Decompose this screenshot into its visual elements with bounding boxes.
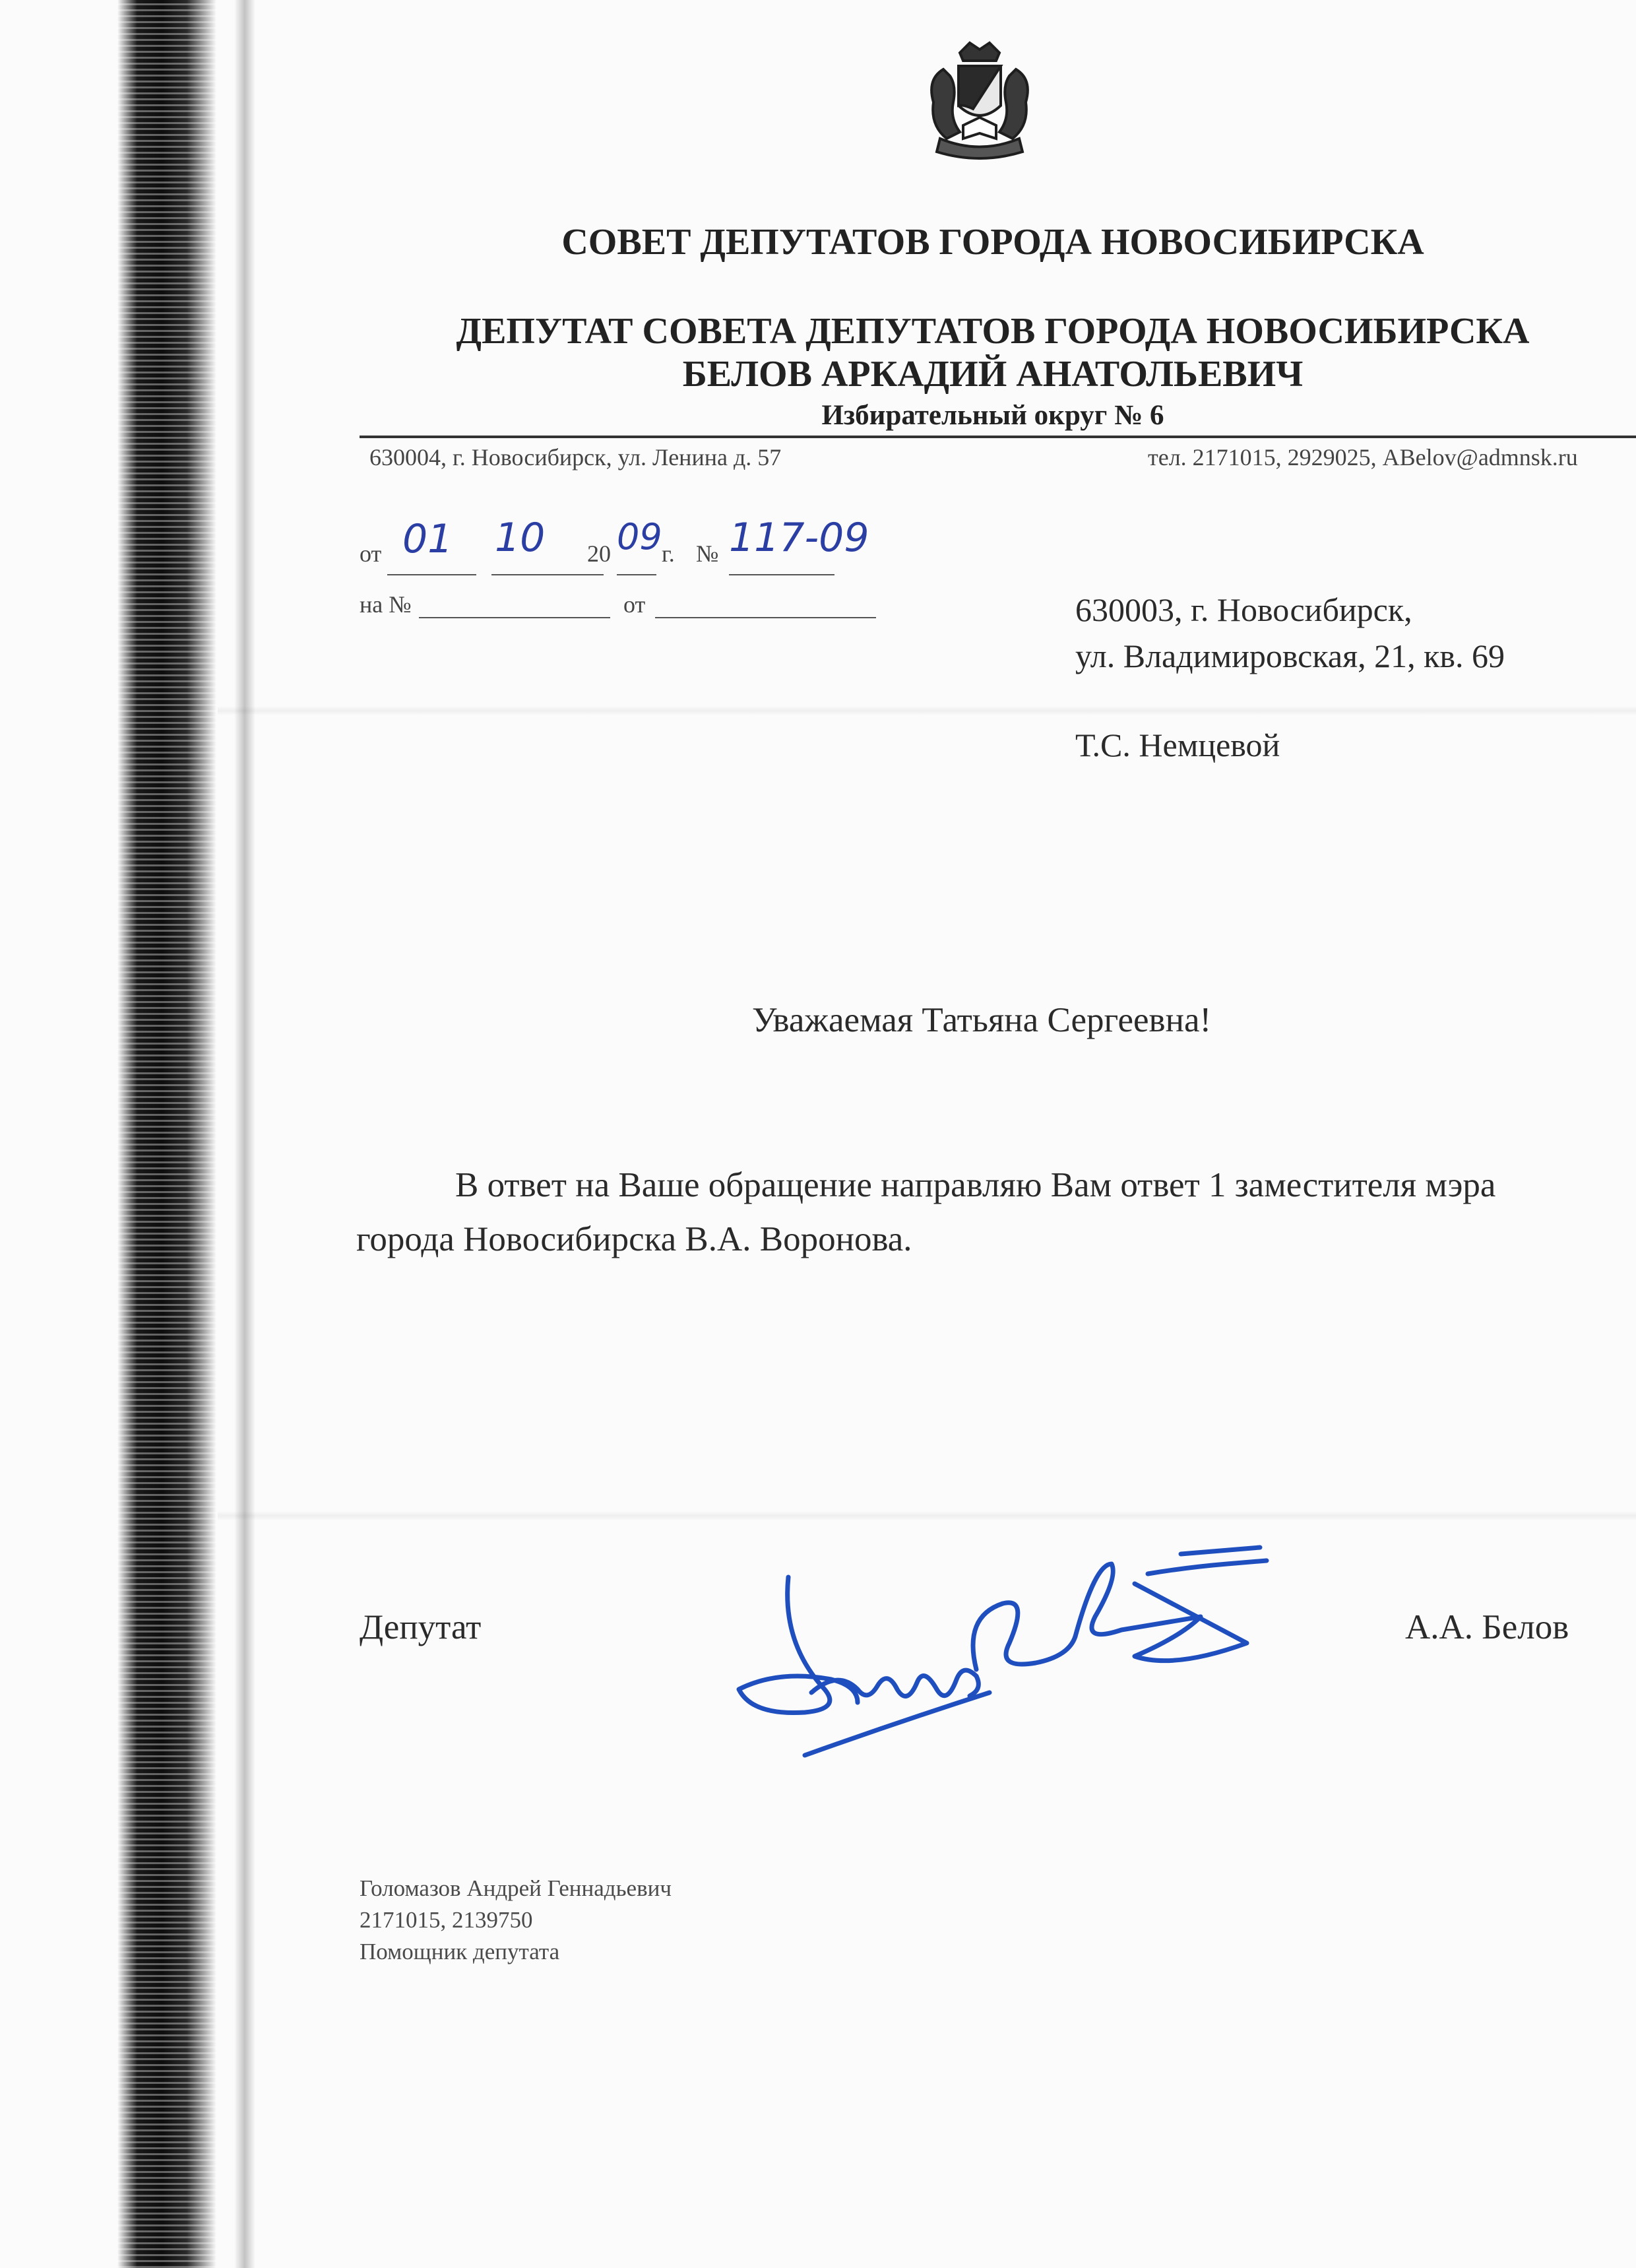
ot-label: от xyxy=(360,540,382,567)
year-prefix: 20 xyxy=(587,540,611,567)
num-label: № xyxy=(696,540,719,567)
assistant-phones: 2171015, 2139750 xyxy=(360,1907,533,1933)
assistant-role: Помощник депутата xyxy=(360,1939,560,1964)
ot2-underline xyxy=(655,591,876,618)
scan-shadow-edge-light xyxy=(234,0,255,2268)
council-title: СОВЕТ ДЕПУТАТОВ ГОРОДА НОВОСИБИРСКА xyxy=(561,222,1424,263)
reply-reference-line xyxy=(360,591,953,624)
district: Избирательный округ № 6 xyxy=(821,400,1164,431)
letter-line-2: города Новосибирска В.А. Воронова. xyxy=(356,1220,912,1258)
handwritten-signature-icon xyxy=(726,1538,1286,1788)
ot2-label: от xyxy=(623,591,646,618)
paper-fold xyxy=(218,706,1636,715)
date-day: 01 xyxy=(402,516,453,562)
recipient-line-1: 630003, г. Новосибирск, xyxy=(1075,591,1412,628)
paper-fold xyxy=(218,1511,1636,1520)
date-month: 10 xyxy=(495,515,546,561)
deputy-title: ДЕПУТАТ СОВЕТА ДЕПУТАТОВ ГОРОДА НОВОСИБИРСКА xyxy=(456,311,1530,352)
date-year: 09 xyxy=(617,516,662,558)
letterhead-rule xyxy=(360,436,1636,438)
sender-address: 630004, г. Новосибирск, ул. Ленина д. 57 xyxy=(369,444,782,470)
letter-line-1: В ответ на Ваше обращение направляю Вам ответ 1 заместителя мэра xyxy=(455,1166,1496,1204)
recipient-line-2: ул. Владимировская, 21, кв. 69 xyxy=(1075,637,1505,674)
deputy-name: БЕЛОВ АРКАДИЙ АНАТОЛЬЕВИЧ xyxy=(682,354,1304,395)
doc-number: 117-09 xyxy=(729,515,869,561)
na-underline xyxy=(419,591,610,618)
sender-contacts: тел. 2171015, 2929025, ABelov@admnsk.ru xyxy=(1148,444,1578,470)
g-label: г. xyxy=(662,540,675,567)
na-label: на № xyxy=(360,591,412,618)
salutation: Уважаемая Татьяна Сергеевна! xyxy=(752,1001,1212,1039)
signature-name: А.А. Белов xyxy=(1405,1608,1569,1646)
signature-position: Депутат xyxy=(360,1608,482,1646)
assistant-name: Голомазов Андрей Геннадьевич xyxy=(360,1875,672,1901)
reference-line xyxy=(360,515,953,574)
coat-of-arms-icon xyxy=(914,40,1046,165)
scan-shadow-edge xyxy=(117,0,216,2268)
recipient-name: Т.С. Немцевой xyxy=(1075,727,1280,763)
